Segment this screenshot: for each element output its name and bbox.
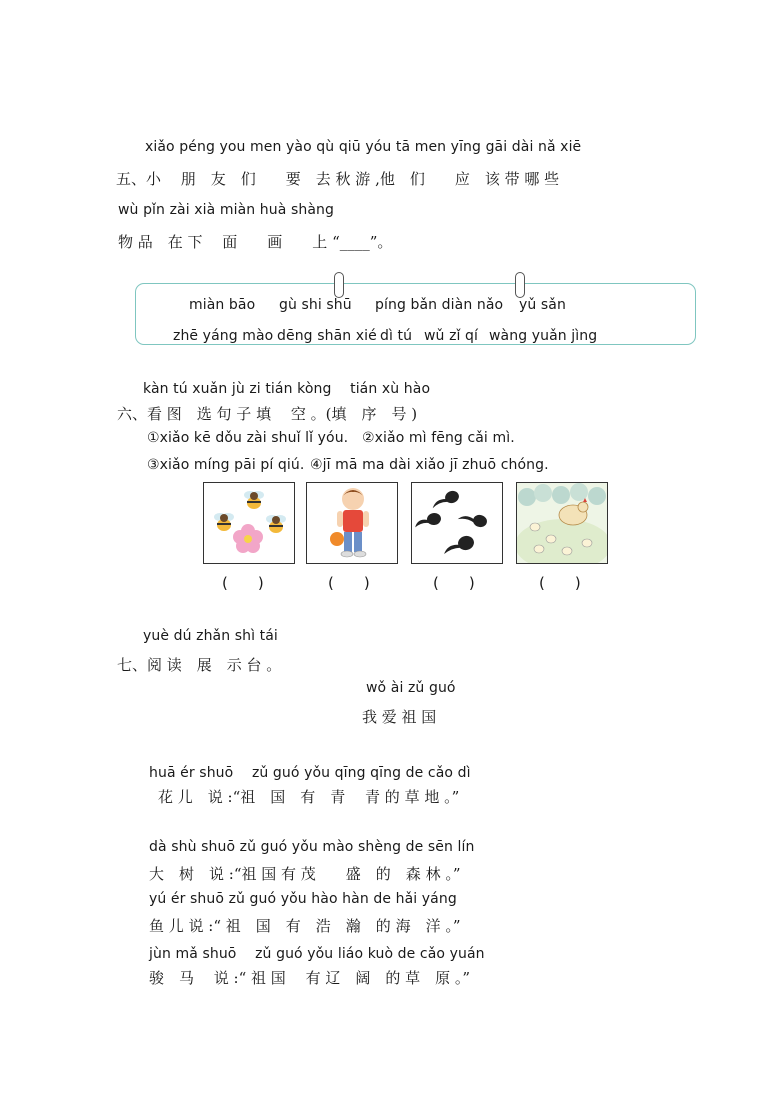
picture-boy (306, 482, 398, 564)
q6-option-3: ③xiǎo míng pāi pí qiú. (147, 457, 305, 473)
poem-line-text: 大 树 说 :“祖 国 有 茂 盛 的 森 林 。” (149, 865, 461, 883)
word-item[interactable]: dì tú (380, 328, 413, 344)
q7-title: 七、阅 读 展 示 台 。 (117, 656, 282, 674)
word-item[interactable]: wǔ zǐ qí (424, 328, 479, 344)
q5-question-line2: 物 品 在 下 面 画 上 “____”。 (118, 233, 393, 251)
poem-line-pinyin: huā ér shuō zǔ guó yǒu qīng qīng de cǎo dì (149, 765, 471, 781)
picture-tadpoles (411, 482, 503, 564)
q5-question-line1: 五、小 朋 友 们 要 去 秋 游 ,他 们 应 该 带 哪 些 (116, 170, 560, 188)
q6-option-2: ②xiǎo mì fēng cǎi mì. (362, 430, 515, 446)
word-item[interactable]: píng bǎn diàn nǎo (375, 297, 504, 313)
q5-pinyin-line2: wù pǐn zài xià miàn huà shàng (118, 202, 334, 218)
word-item[interactable]: yǔ sǎn (519, 297, 566, 313)
word-item[interactable]: dēng shān xié (277, 328, 377, 344)
hen-chicks-icon (517, 483, 608, 564)
poem-line-pinyin: jùn mǎ shuō zǔ guó yǒu liáo kuò de cǎo yuán (149, 946, 485, 962)
paper-clip-icon (515, 272, 525, 298)
tadpoles-icon (412, 483, 503, 564)
poem-line-pinyin: yú ér shuō zǔ guó yǒu hào hàn de hǎi yáng (149, 891, 457, 907)
poem-title: 我 爱 祖 国 (362, 708, 437, 726)
paper-clip-icon (334, 272, 344, 298)
poem-line-text: 骏 马 说 :“ 祖 国 有 辽 阔 的 草 原 。” (149, 969, 471, 987)
word-item[interactable]: miàn bāo (189, 297, 256, 313)
q6-title: 六、看 图 选 句 子 填 空 。(填 序 号 ) (117, 405, 418, 423)
bees-flower-icon (204, 483, 295, 564)
q6-option-1: ①xiǎo kē dǒu zài shuǐ lǐ yóu. (147, 430, 349, 446)
poem-line-text: 鱼 儿 说 :“ 祖 国 有 浩 瀚 的 海 洋 。” (149, 917, 461, 935)
poem-line-pinyin: dà shù shuō zǔ guó yǒu mào shèng de sēn lín (149, 839, 475, 855)
picture-bees (203, 482, 295, 564)
poem-line-text: 花 儿 说 :“祖 国 有 青 青 的 草 地 。” (158, 788, 460, 806)
answer-blank-2[interactable]: ( ) (328, 574, 370, 592)
word-item[interactable]: gù shi shū (279, 297, 352, 313)
answer-blank-1[interactable]: ( ) (222, 574, 264, 592)
q6-pinyin: kàn tú xuǎn jù zi tián kòng tián xù hào (143, 381, 431, 397)
word-item[interactable]: zhē yáng mào (173, 328, 274, 344)
q6-option-4: ④jī mā ma dài xiǎo jī zhuō chóng. (310, 457, 549, 473)
picture-hen (516, 482, 608, 564)
q7-pinyin: yuè dú zhǎn shì tái (143, 628, 278, 644)
boy-ball-icon (307, 483, 398, 564)
answer-blank-4[interactable]: ( ) (539, 574, 581, 592)
word-item[interactable]: wàng yuǎn jìng (489, 328, 598, 344)
answer-blank-3[interactable]: ( ) (433, 574, 475, 592)
q5-pinyin-line1: xiǎo péng you men yào qù qiū yóu tā men yīng gāi dài nǎ xiē (145, 139, 582, 155)
poem-title-pinyin: wǒ ài zǔ guó (366, 680, 456, 696)
